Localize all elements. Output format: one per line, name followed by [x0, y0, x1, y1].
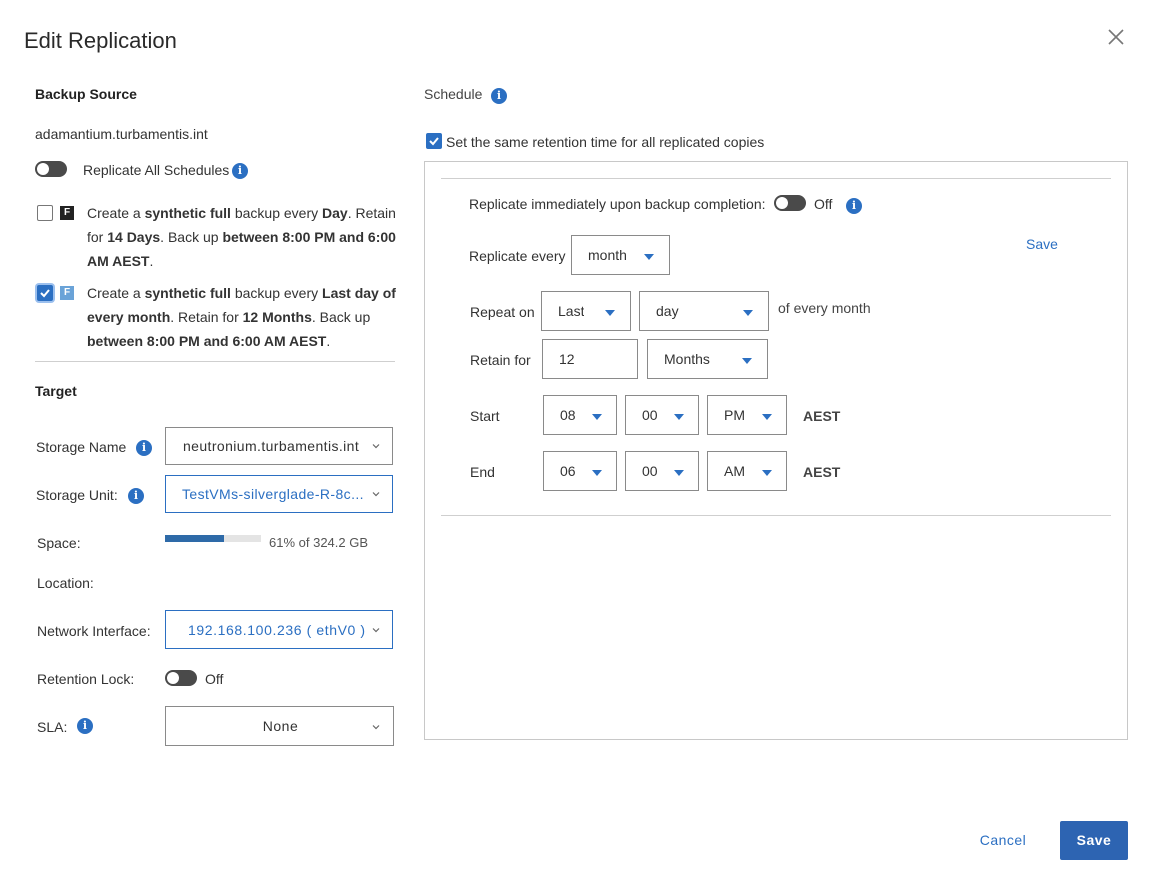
end-minute-select[interactable] [625, 451, 699, 491]
replicate-every-value: month [588, 247, 627, 263]
schedule-heading: Schedule [424, 86, 483, 102]
retention-lock-state: Off [205, 671, 224, 687]
dropdown-arrow-icon [762, 414, 772, 420]
replicate-every-label: Replicate every [469, 248, 566, 264]
dropdown-arrow-icon [742, 358, 752, 364]
retain-for-label: Retain for [470, 352, 531, 368]
start-ampm-value: PM [724, 407, 745, 423]
schedule-1-checkbox[interactable] [37, 205, 53, 221]
repeat-suffix: of every month [778, 300, 871, 316]
replicate-immediately-label: Replicate immediately upon backup completion: [469, 196, 766, 212]
replicate-immediately-state: Off [814, 196, 833, 212]
storage-name-value: neutronium.turbamentis.int [183, 438, 360, 454]
network-interface-select[interactable] [165, 610, 393, 649]
start-hour-select[interactable] [543, 395, 617, 435]
end-ampm-value: AM [724, 463, 745, 479]
backup-source-host: adamantium.turbamentis.int [35, 126, 208, 142]
end-timezone: AEST [803, 464, 841, 480]
start-minute-select[interactable] [625, 395, 699, 435]
location-label: Location: [37, 575, 94, 591]
repeat-unit-select[interactable] [639, 291, 769, 331]
dropdown-arrow-icon [644, 254, 654, 260]
replicate-all-info-icon[interactable]: i [232, 163, 248, 179]
start-label: Start [470, 408, 500, 424]
full-backup-icon: F [60, 286, 74, 300]
full-backup-icon: F [60, 206, 74, 220]
dropdown-arrow-icon [762, 470, 772, 476]
storage-unit-value: TestVMs-silverglade-R-8c... [182, 486, 364, 502]
replicate-every-select[interactable] [571, 235, 670, 275]
storage-unit-select[interactable] [165, 475, 393, 513]
schedule-info-icon[interactable]: i [491, 88, 507, 104]
retain-unit-select[interactable] [647, 339, 768, 379]
dropdown-arrow-icon [605, 310, 615, 316]
same-retention-label: Set the same retention time for all replicated copies [446, 134, 765, 150]
repeat-on-select[interactable] [541, 291, 631, 331]
schedule-save-link[interactable]: Save [1026, 236, 1058, 252]
dialog-title: Edit Replication [24, 28, 177, 53]
retain-unit-value: Months [664, 351, 710, 367]
repeat-on-value: Last [558, 303, 585, 319]
chevron-down-icon [372, 626, 380, 634]
panel-divider-top [441, 178, 1111, 179]
retention-lock-toggle[interactable] [165, 670, 197, 686]
schedule-2-checkbox[interactable] [37, 285, 53, 301]
dropdown-arrow-icon [674, 470, 684, 476]
network-interface-label: Network Interface: [37, 623, 151, 639]
storage-name-label: Storage Name [36, 439, 127, 455]
replicate-all-label: Replicate All Schedules [83, 162, 230, 178]
chevron-down-icon [372, 723, 380, 731]
repeat-unit-value: day [656, 303, 679, 319]
dropdown-arrow-icon [674, 414, 684, 420]
replicate-immediately-info-icon[interactable]: i [846, 198, 862, 214]
dropdown-arrow-icon [592, 470, 602, 476]
dropdown-arrow-icon [743, 310, 753, 316]
storage-name-select[interactable] [165, 427, 393, 465]
replicate-all-toggle[interactable] [35, 161, 67, 177]
end-label: End [470, 464, 495, 480]
start-timezone: AEST [803, 408, 841, 424]
space-progress-fill [165, 535, 224, 542]
panel-divider-bottom [441, 515, 1111, 516]
same-retention-checkbox[interactable] [426, 133, 442, 149]
sla-value: None [262, 718, 299, 734]
space-label: Space: [37, 535, 81, 551]
sla-label: SLA: [37, 719, 68, 735]
sla-info-icon[interactable]: i [77, 718, 93, 734]
end-hour-value: 06 [560, 463, 576, 479]
space-progress-bar [165, 535, 261, 542]
save-button[interactable]: Save [1060, 821, 1128, 860]
replicate-immediately-toggle[interactable] [774, 195, 806, 211]
network-interface-value: 192.168.100.236 ( ethV0 ) [188, 622, 366, 638]
chevron-down-icon [372, 490, 380, 498]
storage-unit-info-icon[interactable]: i [128, 488, 144, 504]
start-ampm-select[interactable] [707, 395, 787, 435]
end-ampm-select[interactable] [707, 451, 787, 491]
storage-name-info-icon[interactable]: i [136, 440, 152, 456]
storage-unit-label: Storage Unit: [36, 487, 118, 503]
retention-lock-label: Retention Lock: [37, 671, 135, 687]
cancel-button[interactable]: Cancel [979, 832, 1027, 848]
schedule-1-description: Create a synthetic full backup every Day. Retain for 14 Days. Back up between 8:00 PM and 6:00 AM AEST. [87, 205, 396, 269]
close-icon[interactable] [1105, 26, 1127, 48]
target-heading: Target [35, 383, 77, 399]
schedule-2-description: Create a synthetic full backup every Last day of every month. Retain for 12 Months. Back up between 8:00 PM and 6:00 AM AEST. [87, 285, 396, 349]
end-minute-value: 00 [642, 463, 658, 479]
start-minute-value: 00 [642, 407, 658, 423]
section-divider [35, 361, 395, 362]
chevron-down-icon [372, 442, 380, 450]
end-hour-select[interactable] [543, 451, 617, 491]
backup-source-heading: Backup Source [35, 86, 137, 102]
sla-select[interactable] [165, 706, 394, 746]
retain-for-input[interactable] [542, 339, 638, 379]
space-text: 61% of 324.2 GB [269, 535, 369, 550]
repeat-on-label: Repeat on [470, 304, 535, 320]
dropdown-arrow-icon [592, 414, 602, 420]
retain-for-value: 12 [559, 351, 575, 367]
start-hour-value: 08 [560, 407, 576, 423]
